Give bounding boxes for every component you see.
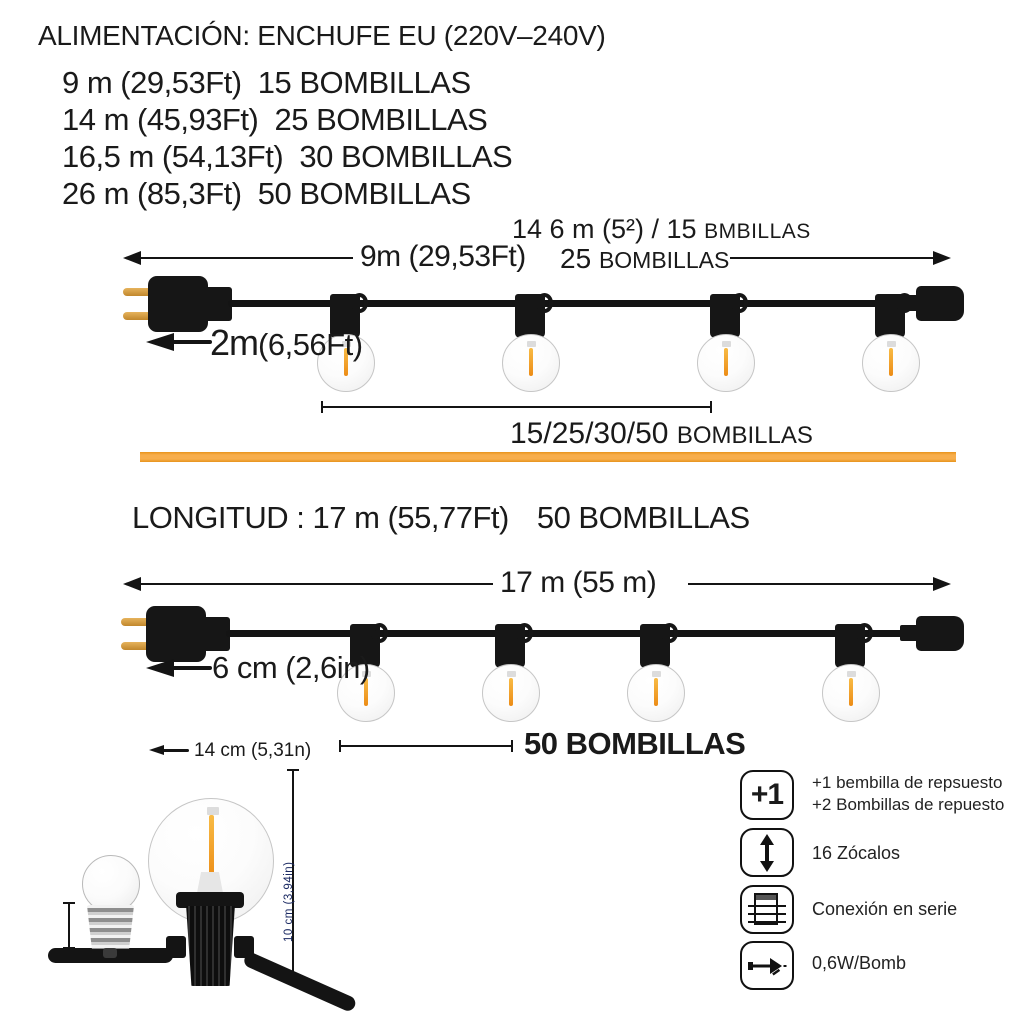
diagram1-bottom-label <box>510 417 813 451</box>
diagram1-span-bulbs <box>560 243 729 275</box>
double-arrow-icon <box>740 828 794 877</box>
legend-row-label <box>812 772 1004 816</box>
spec-list <box>62 64 512 212</box>
power-plug-icon <box>740 941 794 990</box>
heading-bulbs: 50 BOMBILLAS <box>536 500 750 535</box>
span-bulbs-number: 25 <box>560 243 599 274</box>
spec-line: 14 m (45,93Ft) 25 BOMBILLAS <box>62 102 488 137</box>
end-connector-icon <box>916 616 964 651</box>
dim-line <box>68 903 70 948</box>
plus-one-icon <box>740 770 794 820</box>
spec-line: 26 m (85,3Ft) 50 BOMBILLAS <box>62 176 471 211</box>
bottom-word: BOMBILLAS <box>676 422 813 449</box>
lead-arrow-line <box>168 340 212 344</box>
diagram1-span-label: 9m (29,53Ft) <box>360 240 526 273</box>
legend-row-label: 16 Zócalos <box>812 843 901 863</box>
spare-bulb-icon <box>82 855 140 913</box>
legend-row-label: Conexión en serie <box>812 899 958 919</box>
end-connector-icon <box>916 286 964 321</box>
legend-row-label: 0,6W/Bomb <box>812 953 907 973</box>
plus-one-text: +1 <box>750 778 784 811</box>
span-arrow-line <box>688 583 935 585</box>
eu-plug-icon <box>148 276 208 332</box>
bulb-socket-icon <box>515 294 545 338</box>
bulb-icon <box>862 334 920 392</box>
detail-width-label: 14 cm (5,31n) <box>194 740 312 761</box>
bottom-numbers: 15/25/30/50 <box>510 417 677 450</box>
diagram1-variant-label <box>512 214 811 245</box>
legend-line: +2 Bombillas de repuesto <box>812 795 1005 814</box>
lead-value: 2m <box>210 322 259 363</box>
cable <box>226 630 918 637</box>
lead-paren: (6,56Ft) <box>258 327 363 362</box>
legend-line: +1 bembilla de repsuesto <box>812 773 1003 792</box>
diagram2-bottom-label: 50 BOMBILLAS <box>524 726 746 761</box>
lead-value: 6 cm <box>212 650 286 685</box>
bulb-icon <box>697 334 755 392</box>
series-stack-icon <box>752 893 782 927</box>
eu-plug-icon <box>146 606 206 662</box>
socket-cap-icon <box>176 892 244 908</box>
screw-base-tip <box>103 948 117 958</box>
dim-tick <box>710 401 712 413</box>
lead-paren: (2,6in) <box>285 650 370 685</box>
spec-line: 9 m (29,53Ft) 15 BOMBILLAS <box>62 65 471 100</box>
orange-divider <box>140 452 956 462</box>
bulb-icon <box>627 664 685 722</box>
diagram2-span-label: 17 m (55 m) <box>500 566 657 599</box>
span-arrow-line <box>138 583 493 585</box>
bulb-icon <box>482 664 540 722</box>
bulb-icon <box>822 664 880 722</box>
span-arrow-line <box>730 257 935 259</box>
series-connection-icon <box>740 885 794 934</box>
socket-body-icon <box>184 906 237 986</box>
dim-line <box>340 745 512 747</box>
screw-base-icon <box>86 905 135 949</box>
diagram1-lead-label <box>210 322 363 364</box>
bulb-socket-icon <box>495 624 525 668</box>
span-bulbs-word: BOMBILLAS <box>598 247 730 273</box>
span-arrowhead-right <box>933 577 951 591</box>
diagram2-lead-label <box>212 650 370 686</box>
cable <box>242 951 358 1014</box>
spec-line: 16,5 m (54,13Ft) 30 BOMBILLAS <box>62 139 513 174</box>
dim-tick <box>63 947 75 949</box>
up-down-arrow-icon <box>757 834 777 872</box>
span-arrowhead-right <box>933 251 951 265</box>
bulb-socket-icon <box>710 294 740 338</box>
variant-word: BMBILLAS <box>704 220 811 243</box>
dim-tick <box>287 975 299 977</box>
heading-length: LONGITUD : 17 m (55,77Ft) <box>132 500 509 535</box>
lead-arrow-line <box>168 666 212 670</box>
lead-arrow-line <box>161 749 189 752</box>
detail-height-label: 10 cm (3,94in) <box>283 861 295 942</box>
span-arrow-line <box>138 257 353 259</box>
bulb-socket-icon <box>835 624 865 668</box>
bulb-icon <box>502 334 560 392</box>
plug-arrow-icon <box>747 954 787 978</box>
dim-tick <box>511 740 513 752</box>
section2-heading <box>132 500 750 536</box>
variant-numbers: 14 6 m (5²) / 15 <box>512 214 705 244</box>
dim-line <box>322 406 712 408</box>
bulb-socket-icon <box>640 624 670 668</box>
page-title: ALIMENTACIÓN: ENCHUFE EU (220V–240V) <box>38 20 606 51</box>
